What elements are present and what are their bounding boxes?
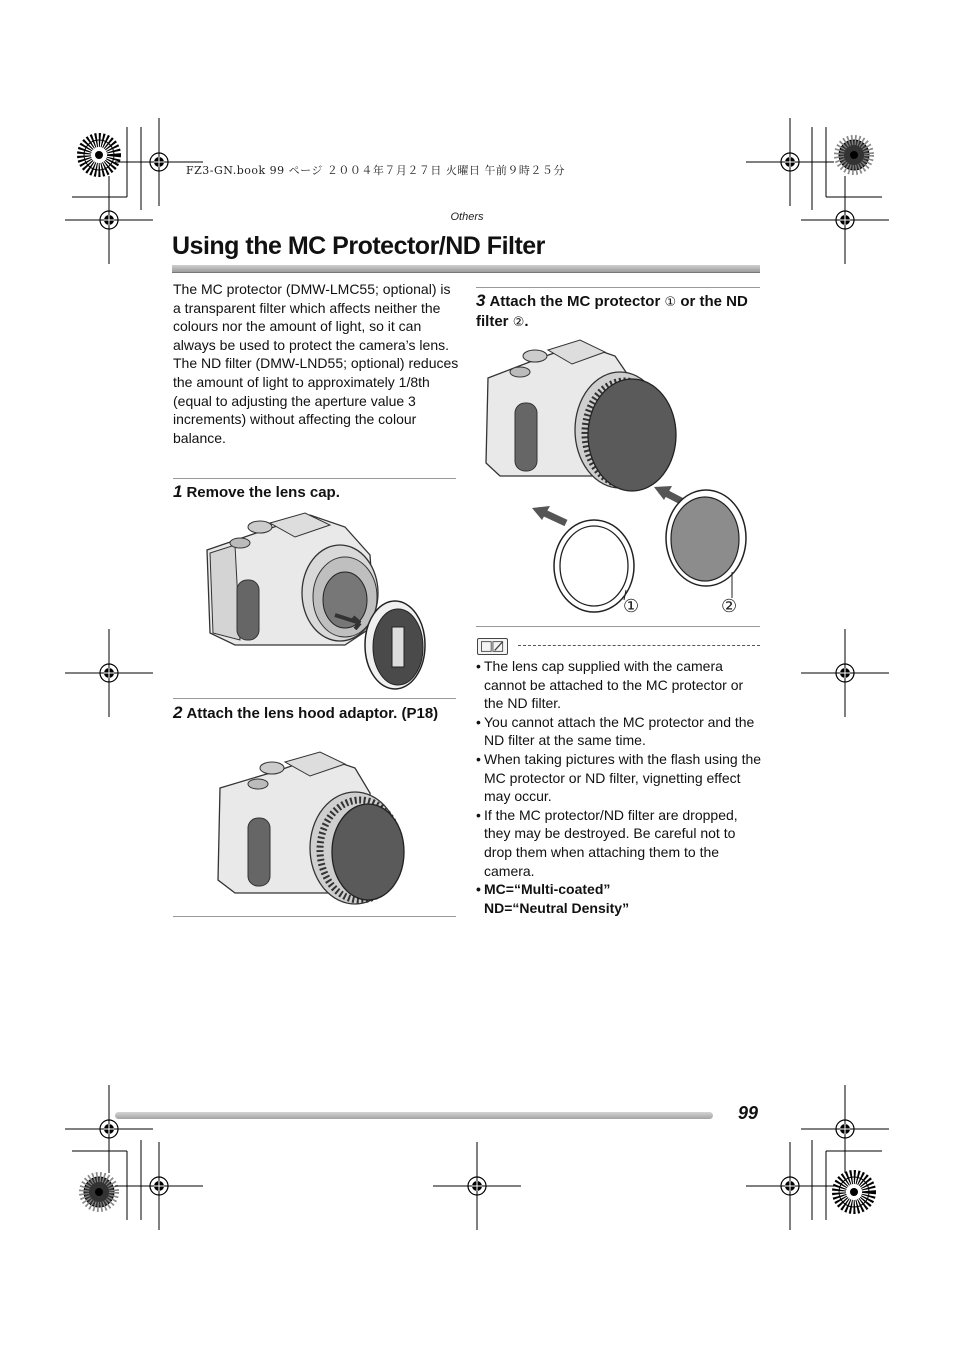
title-underline [172, 265, 760, 273]
camera-hood-adaptor-illustration [210, 748, 420, 908]
callout-marker: ② [512, 314, 525, 329]
step-text: or the ND filter [476, 293, 748, 330]
intro-paragraph-mc: The MC protector (DMW-LMC55; optional) is a transparent filter which affects neither the colours nor the amount of light, so it can always be used to protect the camera’s lens. [173, 281, 451, 353]
registration-cross-icon [746, 118, 834, 206]
note-icon [477, 638, 508, 655]
registration-cross-icon [801, 629, 889, 717]
list-item: • The lens cap supplied with the camera cannot be attached to the MC protector or the ND filter. [476, 657, 766, 713]
filters-illustration [480, 338, 760, 618]
callout-marker: ① [664, 294, 677, 309]
divider [173, 478, 456, 479]
registration-cross-icon [746, 1142, 834, 1230]
camera-lens-cap-illustration [195, 505, 435, 695]
callout-label-2: ② [721, 596, 738, 617]
intro-paragraph-nd: The ND filter (DMW-LND55; optional) reduces the amount of light to approximately 1/8th (equal to adjusting the aperture value 3 increments) without affecting the colour balance. [173, 355, 459, 446]
step-number: 1 [173, 482, 183, 501]
divider [476, 287, 760, 288]
callout-label-1: ① [623, 596, 640, 617]
step-number: 3 [476, 291, 486, 310]
book-header: FZ3-GN.book 99 ページ ２００４年７月２７日 火曜日 午前９時２５分 [186, 164, 565, 177]
step-number: 2 [173, 703, 183, 722]
abbrev-nd: ND=“Neutral Density” [484, 899, 630, 916]
page-title: Using the MC Protector/ND Filter [172, 232, 545, 260]
step-1 [173, 482, 456, 503]
step-text: Attach the MC protector [489, 293, 661, 310]
page-number: 99 [738, 1103, 759, 1123]
step-2 [173, 703, 456, 724]
list-item: • If the MC protector/ND filter are dropped, they may be destroyed. Be careful not to drop them when attaching them to the camera. [476, 806, 766, 880]
registration-cross-icon [115, 1142, 203, 1230]
abbrev-mc: • MC=“Multi-coated” [484, 881, 611, 898]
step-text: . [524, 313, 529, 330]
registration-star-icon [84, 1177, 114, 1207]
notes-list [476, 657, 766, 917]
registration-cross-icon [65, 1085, 153, 1173]
list-item: • You cannot attach the MC protector and the ND filter at the same time. [476, 713, 766, 750]
registration-star-icon [839, 140, 869, 170]
registration-star-icon [839, 1177, 869, 1207]
list-item-abbreviations [476, 880, 766, 917]
step-3 [476, 291, 766, 332]
divider [476, 626, 760, 627]
section-label: Others [450, 211, 484, 223]
footer-bar [115, 1112, 713, 1119]
intro-text [173, 280, 459, 447]
divider [173, 698, 456, 699]
step-text: Remove the lens cap. [186, 484, 340, 501]
registration-cross-icon [801, 1085, 889, 1173]
registration-star-icon [84, 140, 114, 170]
list-item: • When taking pictures with the flash using the MC protector or ND filter, vignetting effect may occur. [476, 750, 766, 806]
divider [173, 916, 456, 917]
registration-cross-icon [65, 629, 153, 717]
note-divider [518, 645, 760, 646]
registration-cross-icon [433, 1142, 521, 1230]
step-text: Attach the lens hood adaptor. (P18) [186, 705, 439, 722]
